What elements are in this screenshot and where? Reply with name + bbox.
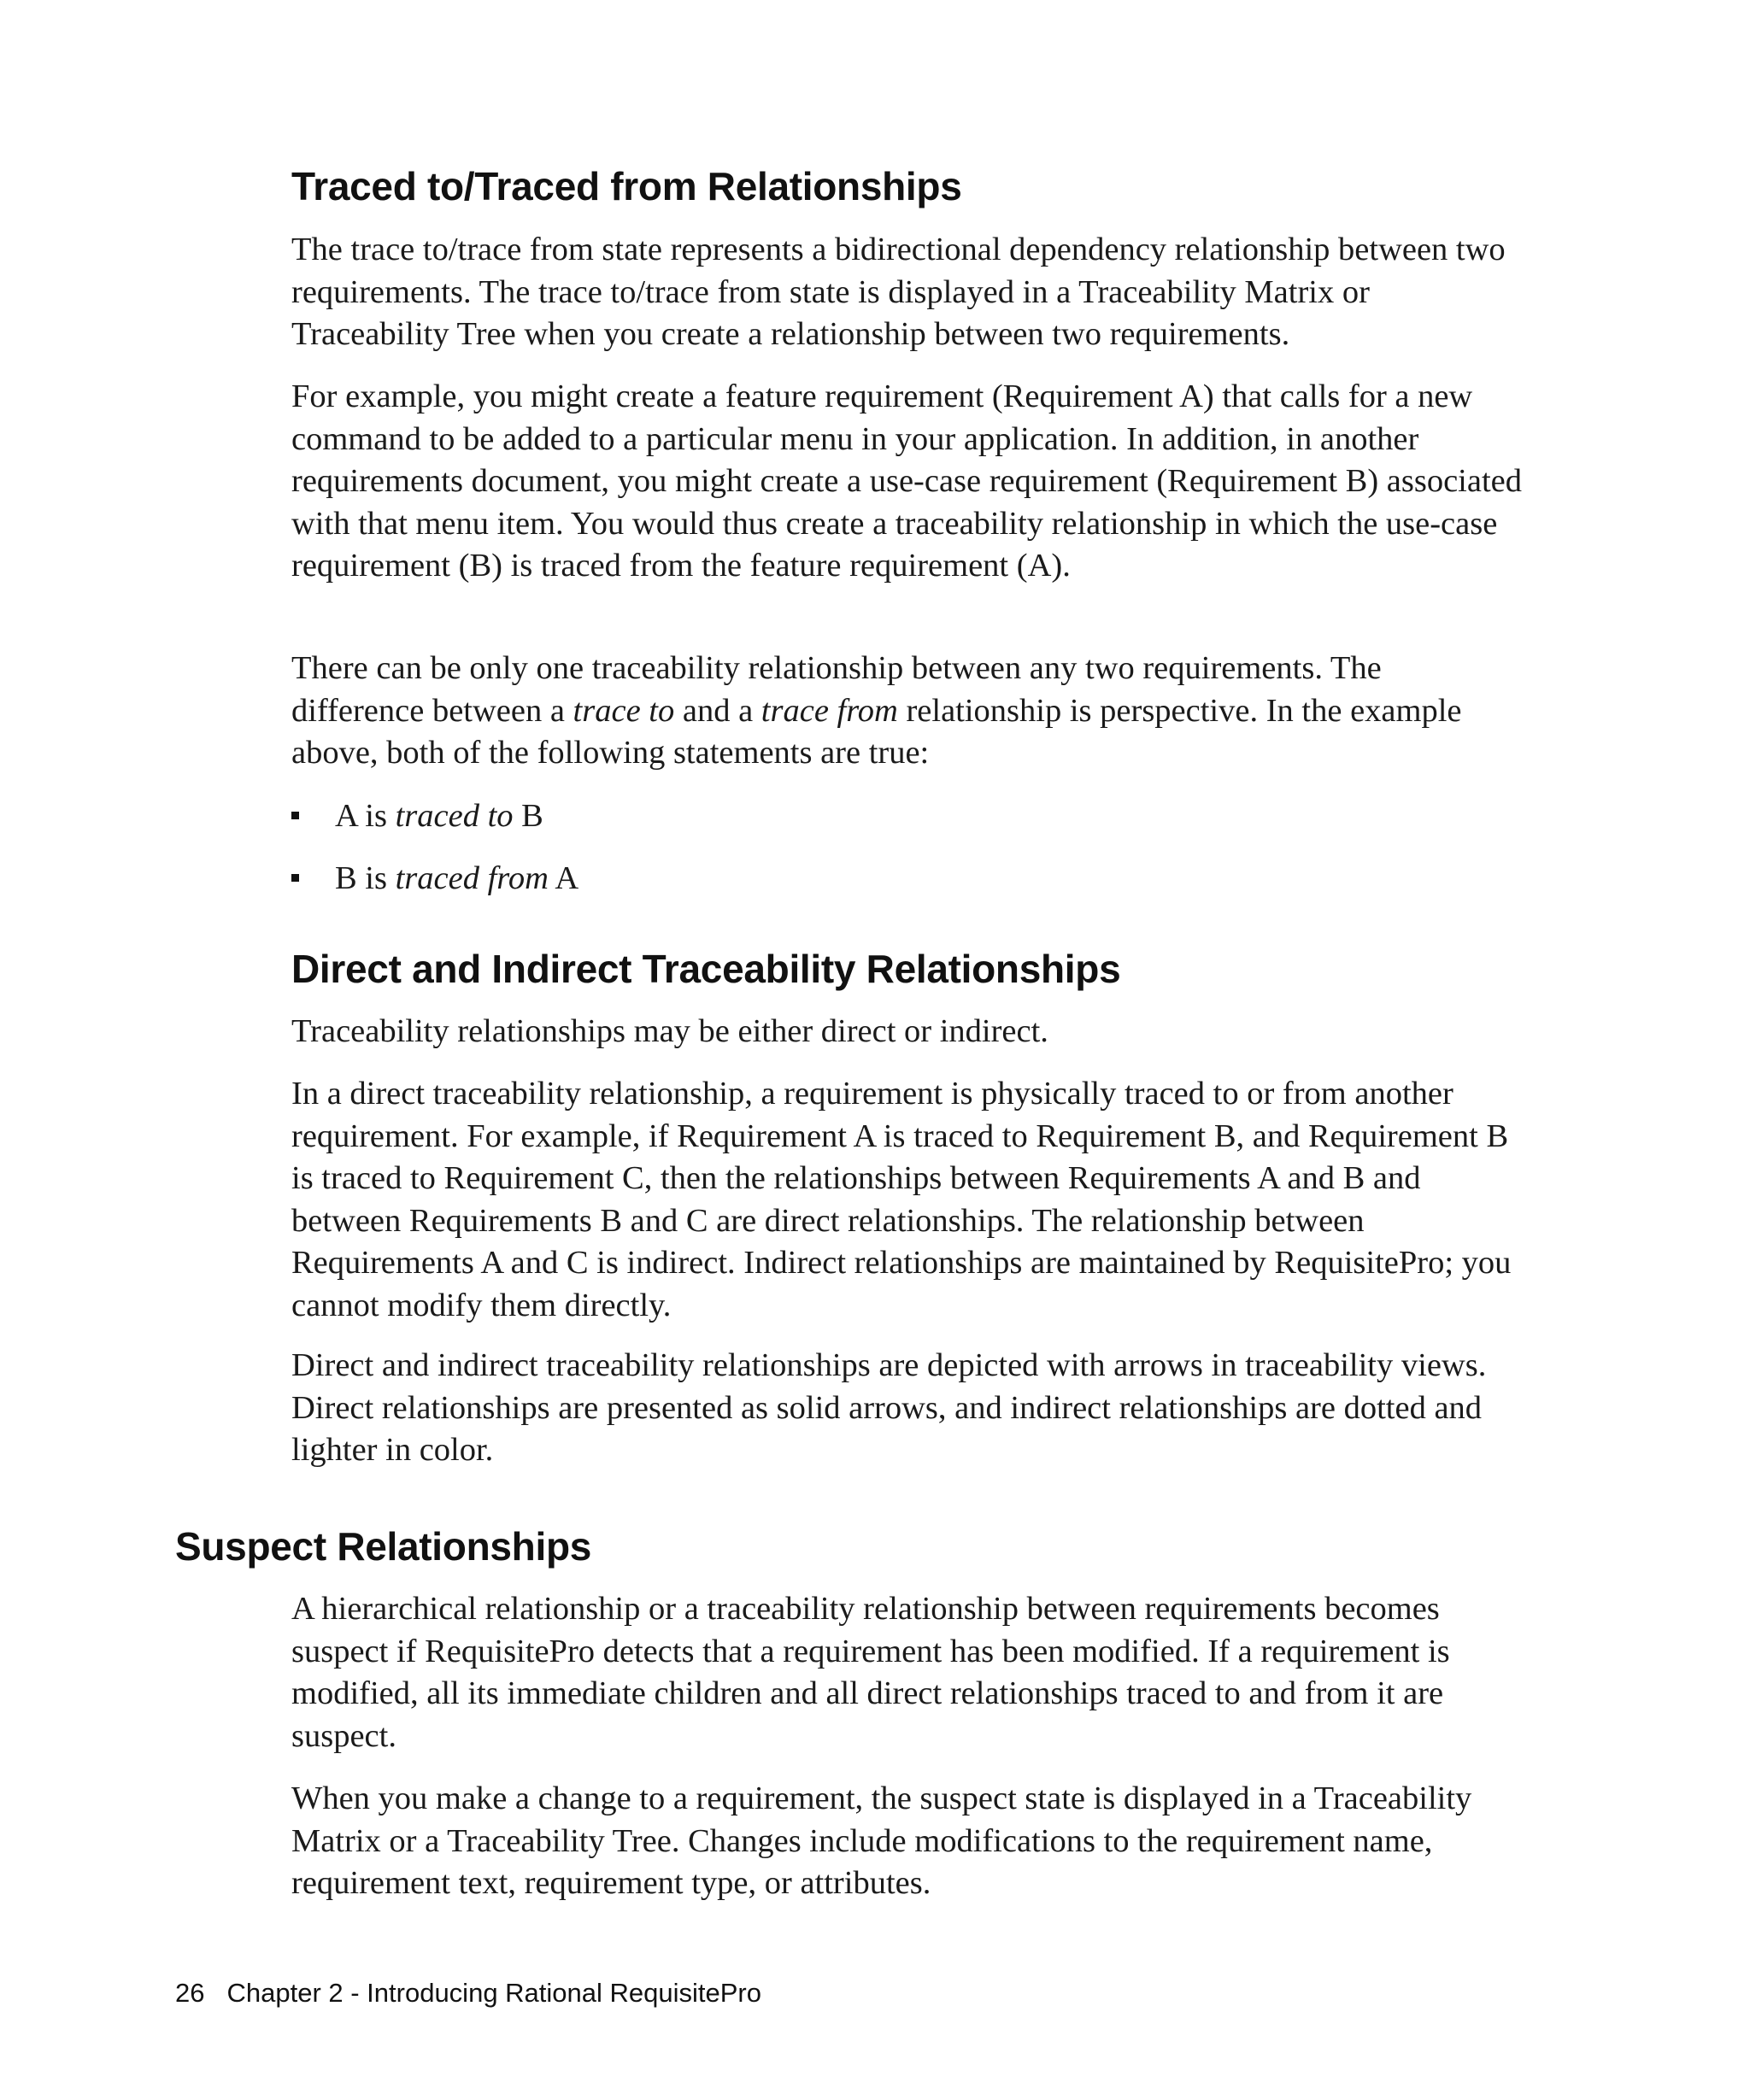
paragraph-traced-3-b: and a (674, 692, 761, 729)
list-item: A is traced to B (291, 795, 543, 838)
emphasis-trace-to: trace to (573, 692, 675, 729)
bullet-square-icon (291, 812, 299, 819)
page-number: 26 (175, 1978, 205, 2008)
bullet-square-icon (291, 874, 299, 882)
paragraph-direct-2: In a direct traceability relationship, a requirement is physically traced to or from another requirement. For example, if Requirement A is traced to Requirement B, and Requirement B is traced to Requirement C, then the relationships between Requirements A and B and between Requirements B and C are direct relationships. The relationship between Requirements A and C is indirect. Indirect relationships are maintained by RequisitePro; you cannot modify them directly. (291, 1076, 1512, 1323)
heading-suspect-relationships: Suspect Relationships (175, 1524, 592, 1569)
paragraph-traced-2: For example, you might create a feature requirement (Requirement A) that calls for a new command to be added to a particular menu in your application. In addition, in another requirements document, you might create a use-case requirement (Requirement B) associated with that menu item. You would thus create a traceability relationship in which the use-case requirement (B) is traced from the feature requirement (A). (291, 378, 1522, 584)
paragraph-traced-3-a: There can be only one traceability relationship between any two requirements. The difference between a (291, 650, 1382, 729)
emphasis-trace-from: trace from (760, 692, 898, 729)
heading-traced-relationships: Traced to/Traced from Relationships (291, 164, 962, 208)
paragraph-traced-3 (291, 648, 1522, 775)
paragraph-direct-1: Traceability relationships may be either direct or indirect. (291, 1013, 1048, 1049)
paragraph-traced-3-c: relationship is perspective. In the example above, both of the following statements are true: (291, 692, 1462, 771)
page-footer (175, 1976, 761, 2010)
heading-direct-indirect: Direct and Indirect Traceability Relationships (291, 947, 1121, 991)
paragraph-suspect-2: When you make a change to a requirement, the suspect state is displayed in a Traceability Matrix or a Traceability Tree. Changes include modifications to the requirement name, requirement text, requirement type, or attributes. (291, 1780, 1472, 1901)
paragraph-suspect-1: A hierarchical relationship or a traceability relationship between requirements becomes suspect if RequisitePro detects that a requirement has been modified. If a requirement is modified, all its immediate children and all direct relationships traced to and from it are suspect. (291, 1591, 1450, 1754)
paragraph-direct-3: Direct and indirect traceability relationships are depicted with arrows in traceability views. Direct relationships are presented as solid arrows, and indirect relationships are dotted and lighter in color. (291, 1347, 1487, 1468)
paragraph-traced-1: The trace to/trace from state represents a bidirectional dependency relationship between two requirements. The trace to/trace from state is displayed in a Traceability Matrix or Traceability Tree when you create a relationship between two requirements. (291, 232, 1506, 352)
list-item: B is traced from A (291, 858, 578, 900)
footer-chapter-title: Chapter 2 - Introducing Rational RequisitePro (226, 1978, 761, 2008)
